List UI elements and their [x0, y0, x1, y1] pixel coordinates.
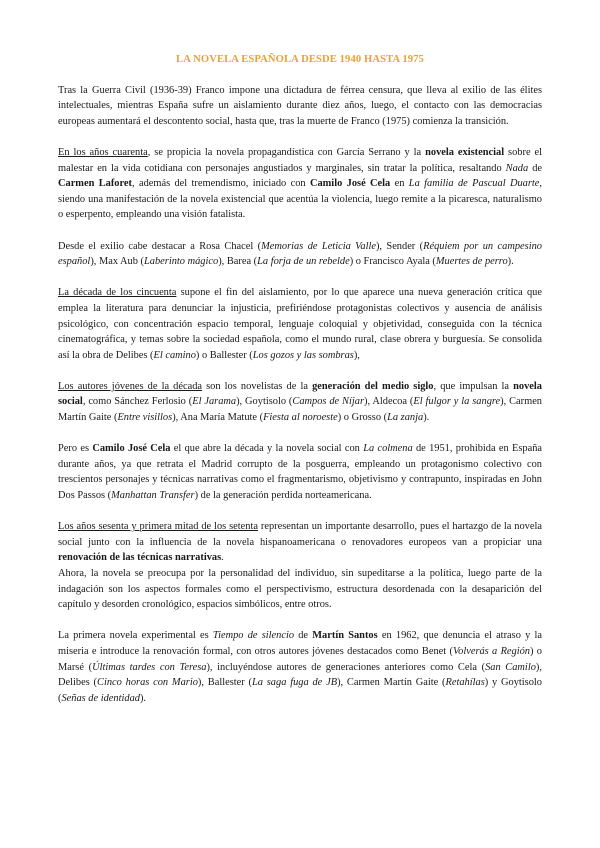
text-span: supone el fin del aislamiento, por lo que aparece una nueva generación crítica que emplea la literatura para denunciar la injusticia, prefiriéndose protagonistas colectivos y ausencia de análisis psicológico, con concentración espacio temporal, lenguaje coloquial y objetividad, conseguida con la técnica cinematográfica, y temas sobre la sociedad española, como el mundo rural, clase obrera y burguesía. Se consolida así la obra de Delibes ( — [58, 287, 542, 361]
book-title: Campos de Níjar — [292, 396, 364, 408]
text-span: , además del tremendismo, iniciado con — [132, 178, 310, 190]
bold-term: novela existencial — [425, 146, 505, 158]
text-span: Ahora, la novela se preocupa por la personalidad del individuo, sin supeditarse a la política, luego parte de la indagación son los aspectos formales como el perspectivismo, estructura desordenada con la desaparición del capítulo y desorden cronológico, espacios simbólicos, entre otros. — [58, 568, 542, 611]
text-span: La primera novela experimental es — [58, 630, 213, 642]
text-span: el que abre la década y la novela social con — [170, 443, 364, 455]
text-span: ) o Marsé ( — [58, 645, 542, 673]
text-span: ), Delibes ( — [58, 661, 542, 689]
book-title: Fiesta al noroeste — [263, 412, 338, 424]
author-name: Carmen Laforet — [58, 178, 132, 190]
book-title: Los gozos y las sombras — [252, 349, 354, 361]
document-page — [58, 52, 542, 706]
section-heading-fifties: La década de los cincuenta — [58, 287, 177, 299]
text-span: de — [528, 162, 542, 174]
paragraph-experimental — [58, 628, 542, 706]
paragraph-forties — [58, 145, 542, 223]
text-span: sobre el malestar en la vida cotidiana con personajes angustiados y marginales, sin tratar la política, resaltando — [58, 146, 543, 174]
text-span: ). — [507, 256, 514, 268]
document-title: LA NOVELA ESPAÑOLA DESDE 1940 HASTA 1975 — [176, 54, 424, 65]
text-span: , como Sánchez Ferlosio ( — [82, 396, 193, 408]
paragraph-exile — [58, 239, 542, 270]
text-span: ), Carmen Martín Gaite ( — [58, 396, 542, 424]
text-span: ) y Goytisolo ( — [58, 677, 542, 704]
text-span: Tras la Guerra Civil (1936-39) Franco impone una dictadura de férrea censura, que lleva al exilio de las élites intelectuales, mientras España sufre un aislamiento durante diez años, luego, el contacto con las democracias europeas aumentará el descontento social, hasta que, tras la muerte de Franco (1975) comienza la transición. — [58, 84, 542, 127]
book-title: Volverás a Región — [452, 645, 530, 657]
book-title: Nada — [505, 162, 529, 174]
paragraph-sixties — [58, 519, 542, 566]
bold-term: generación del medio siglo — [312, 380, 434, 392]
author-name: Camilo José Cela — [92, 443, 171, 455]
section-heading-forties: En los años cuarenta — [58, 146, 148, 158]
text-span: ). — [423, 412, 430, 424]
text-span: ) de la generación perdida norteamericana. — [194, 490, 372, 502]
text-span: son los novelistas de la — [202, 380, 313, 392]
book-title: Tiempo de silencio — [212, 630, 295, 642]
text-span: Desde el exilio cabe destacar a Rosa Chacel ( — [58, 240, 262, 252]
text-span: ), Goytisolo ( — [236, 396, 293, 408]
text-span: ), — [353, 349, 360, 361]
text-span: Pero es — [58, 443, 93, 455]
paragraph-cela — [58, 441, 542, 503]
bold-term: novela social — [58, 380, 542, 408]
text-span: ), Max Aub ( — [90, 256, 145, 268]
book-title: La zanja — [387, 412, 424, 424]
text-span: ), Sender ( — [375, 240, 424, 252]
book-title: El Jarama — [192, 396, 237, 408]
text-span: ), Ballester ( — [197, 677, 252, 689]
bold-term: renovación de las técnicas narrativas — [58, 552, 222, 564]
book-title: Entre visillos — [117, 412, 173, 424]
text-span: . — [221, 552, 224, 564]
text-span: en — [390, 178, 409, 190]
book-title: Señas de identidad — [61, 692, 140, 704]
book-title: Manhattan Transfer — [111, 490, 195, 502]
book-title: El camino — [153, 349, 196, 361]
book-title: Últimas tardes con Teresa — [92, 661, 207, 673]
text-span: ) o Francisco Ayala ( — [349, 256, 436, 268]
book-title: La familia de Pascual Duarte — [408, 178, 540, 190]
text-span: ) o Grosso ( — [337, 412, 388, 424]
text-span: en 1962, que denuncia el atraso y la miseria e introduce la renovación formal, con otros autores jóvenes destacados como Benet ( — [58, 630, 542, 657]
book-title: Cinco horas con Mario — [97, 677, 198, 689]
book-title: Retahílas — [445, 677, 485, 689]
book-title: Muertes de perro — [435, 256, 508, 268]
author-name: Camilo José Cela — [309, 178, 391, 190]
book-title: El fulgor y la sangre — [413, 396, 501, 408]
book-title: San Camilo — [485, 661, 536, 673]
paragraph-young-authors — [58, 379, 542, 426]
section-heading-sixties: Los años sesenta y primera mitad de los setenta — [58, 521, 258, 533]
book-title: Laberinto mágico — [144, 256, 219, 268]
text-span: representan un importante desarrollo, pues el hartazgo de la novela social junto con la influencia de la novela hispanoamericana o renovadores europeos van a propiciar una — [58, 521, 542, 548]
book-title: La colmena — [363, 443, 413, 455]
text-span: ), Barea ( — [218, 256, 258, 268]
section-heading-young-authors: Los autores jóvenes de la década — [58, 380, 203, 392]
text-span: , siendo una manifestación de la novela existencial que acentúa la violencia, luego remite a la picaresca, naturalismo o esperpento, empleando una visión fatalista. — [58, 178, 542, 221]
book-title: Réquiem por un campesino español — [58, 240, 542, 268]
paragraph-individual — [58, 566, 542, 613]
book-title: La forja de un rebelde — [257, 256, 350, 268]
author-name: Martín Santos — [312, 630, 378, 642]
book-title: Memorias de Leticia Valle — [261, 240, 376, 252]
text-span: ), Carmen Martín Gaite ( — [337, 677, 446, 689]
paragraph-intro — [58, 83, 542, 130]
paragraph-fifties — [58, 285, 542, 363]
text-span: de 1951, prohibida en España durante años, ya que retrata el Madrid corrupto de la posguerra, empleando un protagonismo colectivo con trescientos personajes y técnicas narrativas como el fragmentarismo, objetivismo y contrapunto, inspiradas en John Dos Passos ( — [58, 443, 543, 502]
text-span: ) o Ballester ( — [195, 349, 253, 361]
text-span: , se propicia la novela propagandística con García Serrano y la — [147, 146, 426, 158]
text-span: ), Ana María Matute ( — [172, 412, 264, 424]
text-span: , que impulsan la — [433, 380, 514, 392]
text-span: ), incluyéndose autores de generaciones anteriores como Cela ( — [206, 661, 486, 673]
text-span: ), Aldecoa ( — [364, 396, 414, 408]
book-title: La saga fuga de JB — [251, 677, 338, 689]
text-span: de — [294, 630, 313, 642]
text-span: ). — [139, 692, 147, 704]
